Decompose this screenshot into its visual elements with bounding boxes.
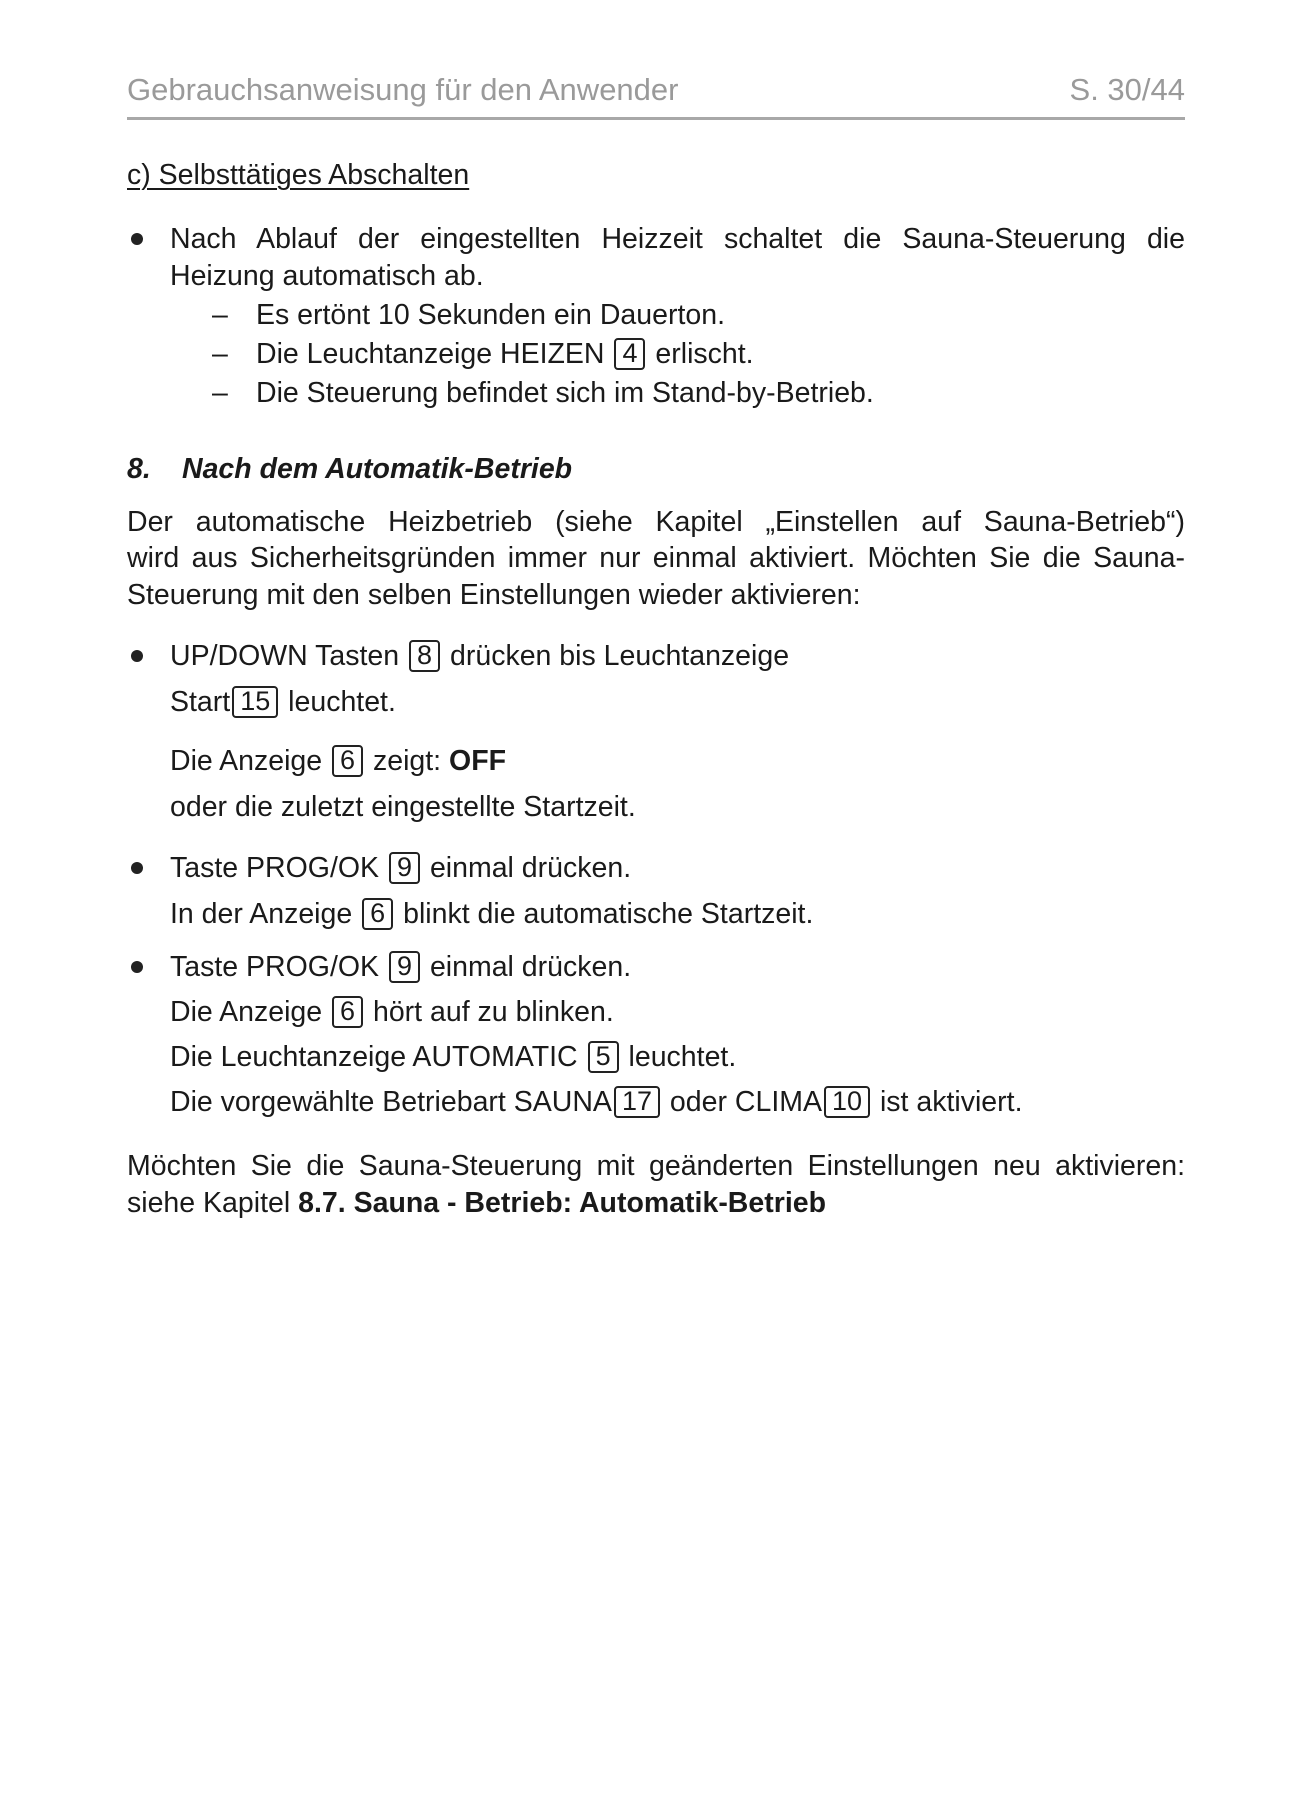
instruction-text: blinkt die automatische Startzeit. xyxy=(403,898,814,930)
instruction-line xyxy=(170,949,631,985)
instruction-text: Taste PROG/OK xyxy=(170,852,380,884)
instruction-text: UP/DOWN Tasten xyxy=(170,640,400,672)
paragraph-line: wird aus Sicherheitsgründen immer nur einmal aktiviert. Möchten Sie die Sauna- xyxy=(127,542,1185,574)
instruction-line xyxy=(170,896,813,932)
bullet-dot-icon xyxy=(131,650,143,662)
instruction-text: drücken bis Leuchtanzeige xyxy=(450,640,790,672)
instruction-text: hört auf zu blinken. xyxy=(372,996,614,1028)
paragraph-line xyxy=(127,1185,826,1221)
instruction-text: Taste PROG/OK xyxy=(170,951,380,983)
instruction-text: In der Anzeige xyxy=(170,898,353,930)
instruction-text: Die Anzeige xyxy=(170,745,323,777)
instruction-text: Start xyxy=(170,686,231,718)
paragraph-text: siehe Kapitel xyxy=(127,1187,291,1219)
instruction-line xyxy=(170,994,614,1030)
dash-icon: – xyxy=(212,299,228,331)
section-number: 8. xyxy=(127,453,151,485)
document-title: Gebrauchsanweisung für den Anwender xyxy=(127,72,679,107)
reference-number-box: 15 xyxy=(232,686,278,718)
instruction-text: Die vorgewählte Betriebart SAUNA xyxy=(170,1086,612,1118)
instruction-text: zeigt: xyxy=(372,745,442,777)
instruction-line xyxy=(170,638,789,674)
paragraph-line: Möchten Sie die Sauna-Steuerung mit geänderten Einstellungen neu aktivieren: xyxy=(127,1150,1185,1182)
instruction-text: leuchtet. xyxy=(628,1041,737,1073)
instruction-line: oder die zuletzt eingestellte Startzeit. xyxy=(170,791,636,823)
reference-number-box: 6 xyxy=(332,996,363,1028)
instruction-text: ist aktiviert. xyxy=(879,1086,1023,1118)
paragraph-line: Der automatische Heizbetrieb (siehe Kapitel „Einstellen auf Sauna-Betrieb“) xyxy=(127,506,1185,538)
paragraph-line: Steuerung mit den selben Einstellungen wieder aktivieren: xyxy=(127,579,861,611)
instruction-line xyxy=(170,1084,1022,1120)
list-item-text: Die Leuchtanzeige HEIZEN xyxy=(256,338,605,370)
reference-number-box: 10 xyxy=(824,1086,870,1118)
reference-number-box: 4 xyxy=(614,338,645,370)
reference-number-box: 17 xyxy=(614,1086,660,1118)
instruction-text: einmal drücken. xyxy=(429,852,632,884)
instruction-text: einmal drücken. xyxy=(429,951,632,983)
reference-number-box: 5 xyxy=(588,1041,619,1073)
list-item: Die Steuerung befindet sich im Stand-by-Betrieb. xyxy=(256,377,874,409)
bullet-dot-icon xyxy=(131,961,143,973)
instruction-line xyxy=(170,743,506,779)
list-item xyxy=(256,336,754,372)
instruction-text: Die Anzeige xyxy=(170,996,323,1028)
subsection-heading: c) Selbsttätiges Abschalten xyxy=(127,159,470,191)
instruction-line xyxy=(170,850,631,886)
list-item: Es ertönt 10 Sekunden ein Dauerton. xyxy=(256,299,725,331)
instruction-line xyxy=(170,1039,736,1075)
display-value: OFF xyxy=(449,745,507,777)
instruction-text: leuchtet. xyxy=(288,686,396,718)
chapter-reference: 8.7. Sauna - Betrieb: Automatik-Betrieb xyxy=(298,1187,827,1219)
bullet-dot-icon xyxy=(131,862,143,874)
page-header xyxy=(127,70,1185,114)
reference-number-box: 9 xyxy=(389,852,420,884)
paragraph-line: Nach Ablauf der eingestellten Heizzeit schaltet die Sauna-Steuerung die xyxy=(170,223,1185,255)
instruction-text: Die Leuchtanzeige AUTOMATIC xyxy=(170,1041,578,1073)
paragraph-line: Heizung automatisch ab. xyxy=(170,260,484,292)
section-title: Nach dem Automatik-Betrieb xyxy=(182,453,573,485)
page-number: S. 30/44 xyxy=(1069,72,1185,107)
list-item-text: erlischt. xyxy=(655,338,754,370)
reference-number-box: 9 xyxy=(389,951,420,983)
reference-number-box: 8 xyxy=(409,640,440,672)
dash-icon: – xyxy=(212,377,228,409)
reference-number-box: 6 xyxy=(332,745,363,777)
reference-number-box: 6 xyxy=(362,898,393,930)
header-divider xyxy=(127,117,1185,120)
bullet-dot-icon xyxy=(131,233,143,245)
instruction-text: oder CLIMA xyxy=(669,1086,822,1118)
dash-icon: – xyxy=(212,338,228,370)
instruction-line xyxy=(170,684,396,720)
